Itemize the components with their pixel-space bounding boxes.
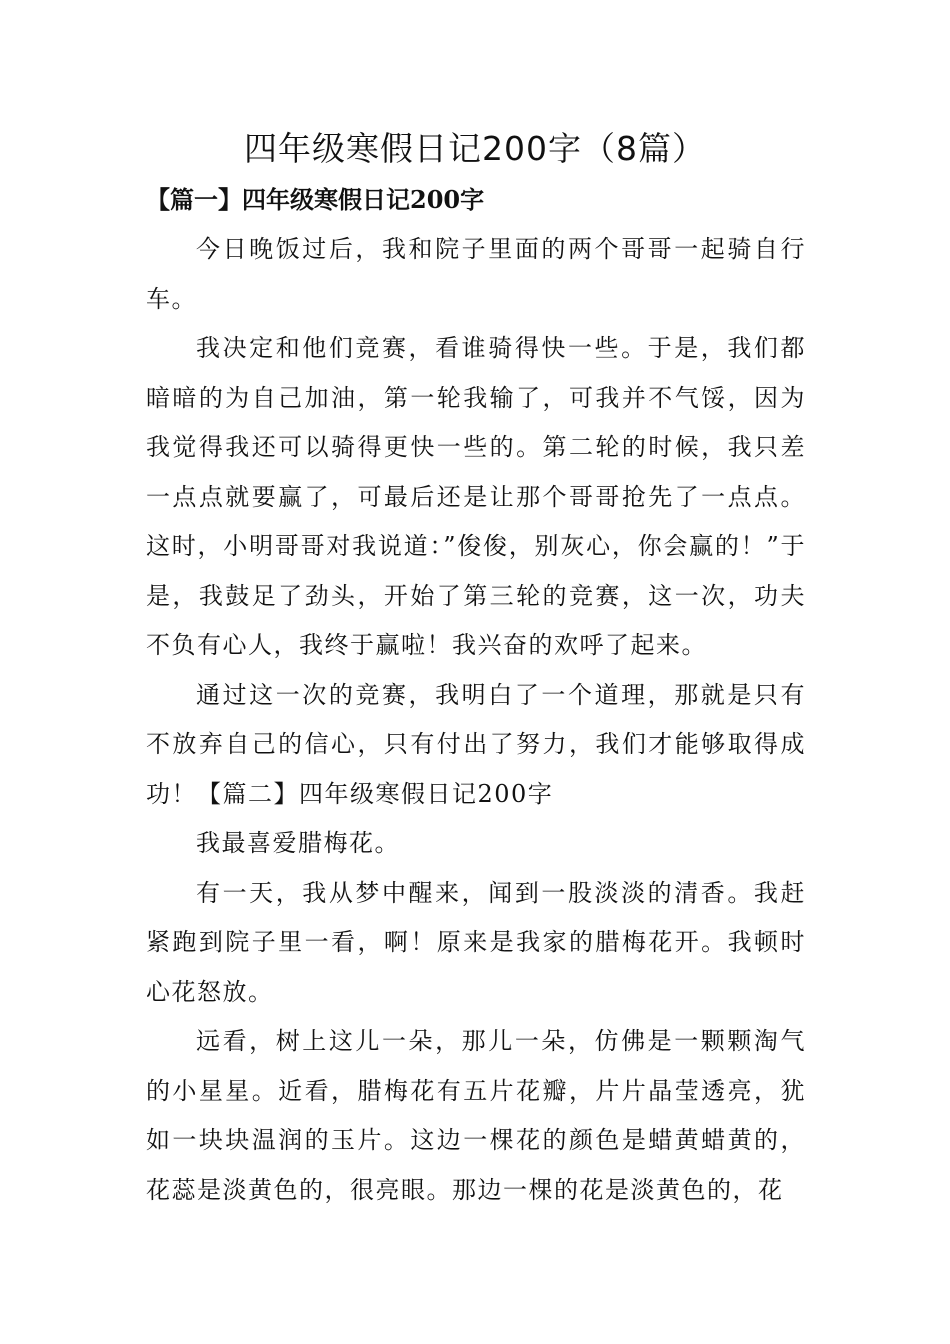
section-heading-2: 【篇二】四年级寒假日记200字 [197,779,554,808]
paragraph-3 [146,671,806,820]
paragraph-4: 我最喜爱腊梅花。 [196,829,400,857]
paragraph-3-text: 通过这一次的竞赛，我明白了一个道理，那就是只有不放弃自己的信心，只有付出了努力，我们才能够取得成功！ [146,680,806,808]
paragraph-1: 今日晚饭过后，我和院子里面的两个哥哥一起骑自行车。 [146,235,806,313]
paragraph-2: 我决定和他们竞赛，看谁骑得快一些。于是，我们都暗暗的为自己加油，第一轮我输了，可我并不气馁，因为我觉得我还可以骑得更快一些的。第二轮的时候，我只差一点点就要赢了，可最后还是让那个哥哥抢先了一点点。这时，小明哥哥对我说道：”俊俊，别灰心，你会赢的！”于是，我鼓足了劲头，开始了第三轮的竞赛，这一次，功夫不负有心人，我终于赢啦！我兴奋的欢呼了起来。 [146,334,806,659]
section-heading-1: 【篇一】四年级寒假日记200字 [146,185,485,214]
paragraph-6: 远看，树上这儿一朵，那儿一朵，仿佛是一颗颗淘气的小星星。近看，腊梅花有五片花瓣，片片晶莹透亮，犹如一块块温润的玉片。这边一棵花的颜色是蜡黄蜡黄的，花蕊是淡黄色的，很亮眼。那边一棵的花是淡黄色的，花 [146,1027,806,1204]
document-title: 四年级寒假日记200字（8篇） [244,129,706,168]
document-body [146,225,806,1215]
paragraph-5: 有一天，我从梦中醒来，闻到一股淡淡的清香。我赶紧跑到院子里一看，啊！原来是我家的腊梅花开。我顿时心花怒放。 [146,878,806,1006]
